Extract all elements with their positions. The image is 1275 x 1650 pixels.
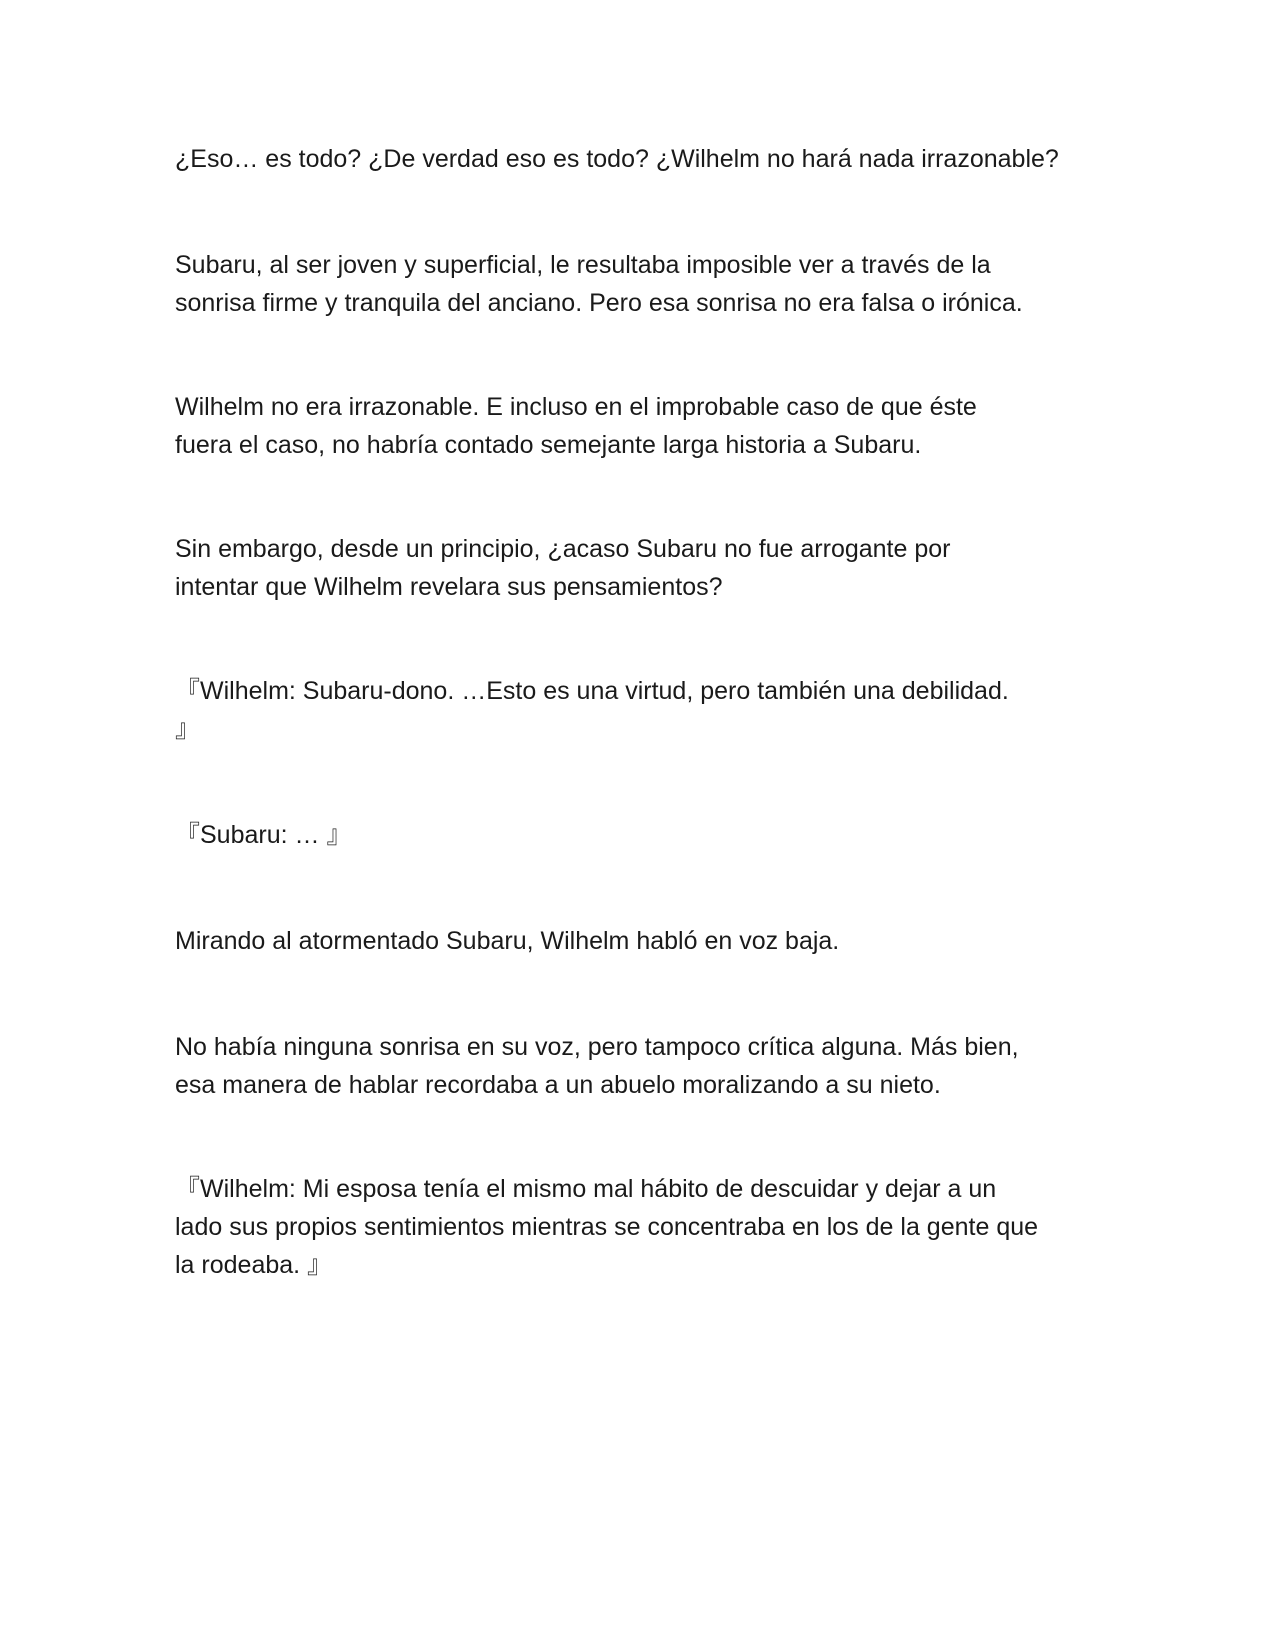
- text-line: esa manera de hablar recordaba a un abuelo moralizando a su nieto.: [175, 1071, 941, 1099]
- paragraph: [175, 530, 1105, 606]
- text-line: Subaru, al ser joven y superficial, le resultaba imposible ver a través de la: [175, 251, 991, 279]
- paragraph: [175, 388, 1105, 464]
- paragraph: [175, 246, 1105, 322]
- paragraph: [175, 922, 1105, 960]
- text-line: intentar que Wilhelm revelara sus pensamientos?: [175, 573, 723, 601]
- text-line: ¿Eso… es todo? ¿De verdad eso es todo? ¿Wilhelm no hará nada irrazonable?: [175, 145, 1059, 173]
- text-line: 『Subaru: … 』: [175, 821, 352, 849]
- text-line: 『Wilhelm: Subaru-dono. …Esto es una virtud, pero también una debilidad.: [175, 677, 1009, 705]
- text-line: la rodeaba. 』: [175, 1251, 333, 1279]
- text-line: sonrisa firme y tranquila del anciano. Pero esa sonrisa no era falsa o irónica.: [175, 289, 1023, 317]
- text-line: Sin embargo, desde un principio, ¿acaso Subaru no fue arrogante por: [175, 535, 951, 563]
- text-line: Wilhelm no era irrazonable. E incluso en el improbable caso de que éste: [175, 393, 977, 421]
- text-line: fuera el caso, no habría contado semejante larga historia a Subaru.: [175, 431, 922, 459]
- dialogue-paragraph: [175, 816, 1105, 854]
- text-line: 』: [175, 715, 201, 743]
- text-line: lado sus propios sentimientos mientras se concentraba en los de la gente que: [175, 1213, 1039, 1241]
- dialogue-paragraph: [175, 672, 1105, 748]
- text-line: No había ninguna sonrisa en su voz, pero tampoco crítica alguna. Más bien,: [175, 1033, 1019, 1061]
- text-line: 『Wilhelm: Mi esposa tenía el mismo mal hábito de descuidar y dejar a un: [175, 1175, 997, 1203]
- paragraph: [175, 1028, 1105, 1104]
- paragraph: [175, 140, 1105, 178]
- text-line: Mirando al atormentado Subaru, Wilhelm habló en voz baja.: [175, 927, 840, 955]
- dialogue-paragraph: [175, 1170, 1105, 1284]
